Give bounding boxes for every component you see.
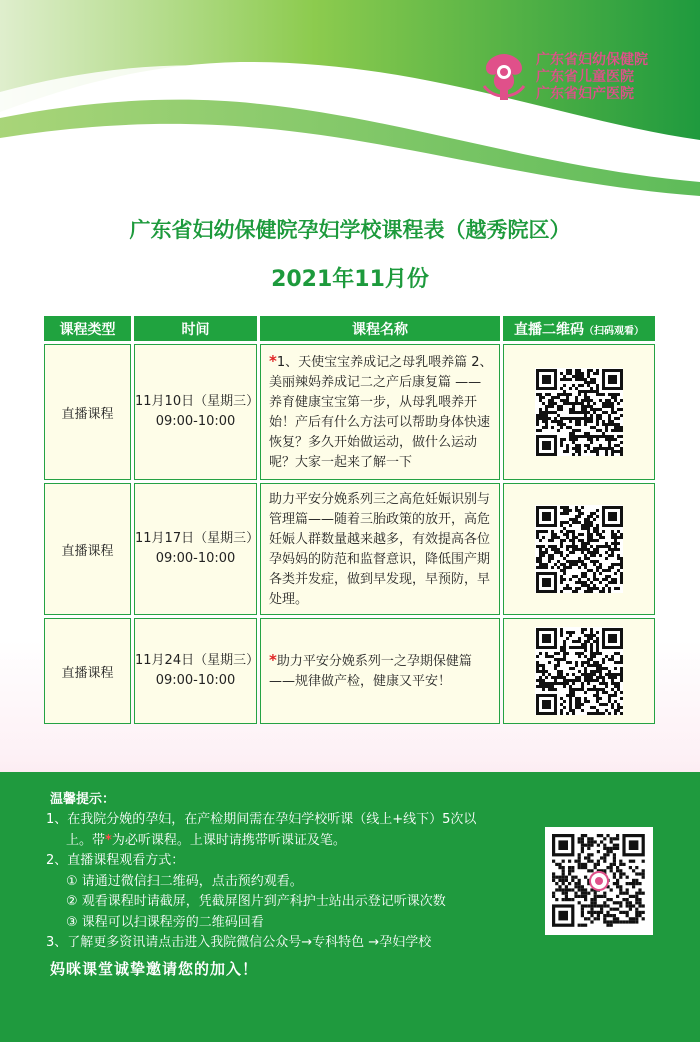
row-1-course-text: 1、天使宝宝养成记之母乳喂养篇 2、美丽辣妈养成记二之产后康复篇 ——养育健康宝宝第一步，从母乳喂养开始！产后有什么方法可以帮助身体快速恢复？多久开始做运动，做什么运动呢？大家一起来了解一下 [269, 355, 493, 470]
row-2-qr-cell [503, 483, 655, 615]
logo-name-1: 广东省妇幼保健院 [536, 52, 648, 68]
tip-2-1: ① 请通过微信扫二维码，点击预约观看。 [66, 873, 303, 889]
tips-list [46, 810, 536, 954]
qr-code-icon[interactable] [535, 368, 623, 456]
row-2-hours: 09:00-10:00 [155, 551, 236, 566]
row-2-course-name [260, 483, 500, 615]
page-title: 广东省妇幼保健院孕妇学校课程表（越秀院区） [129, 218, 571, 242]
row-3-course-name [260, 618, 500, 724]
course-schedule-table [41, 313, 658, 727]
row-3-course-text: 助力平安分娩系列一之孕期保健篇——规律做产检，健康又平安！ [269, 654, 472, 689]
tip-2: 2、直播课程观看方式： [46, 853, 185, 868]
logo-name-3: 广东省妇产医院 [536, 86, 634, 102]
row-1-course-name [260, 344, 500, 480]
tip-2-3: ③ 课程可以扫课程旁的二维码回看 [66, 914, 264, 930]
tip-3: 3、了解更多资讯请点击进入我院微信公众号→专科特色 →孕妇学校 [46, 935, 432, 950]
row-2-course-text: 助力平安分娩系列三之高危妊娠识别与管理篇——随着三胎政策的放开，高危妊娠人群数量越来越多，有效提高各位孕妈妈的防范和监督意识，降低围产期各类并发症，做到早发现，早预防，早处理。 [269, 492, 491, 607]
tip-1-text-b: 为必听课程。上课时请携带听课证及笔。 [111, 832, 346, 848]
header-course-name: 课程名称 [260, 316, 500, 341]
qr-code-icon[interactable] [535, 627, 623, 715]
row-1-qr-cell [503, 344, 655, 480]
slogan: 妈咪课堂诚挚邀请您的加入！ [50, 960, 259, 978]
page-subtitle: 2021年11月份 [271, 267, 429, 292]
table-row [44, 618, 655, 724]
required-star-icon: * [269, 651, 277, 669]
tip-1-line-1: 1、在我院分娩的孕妇，在产检期间需在孕妇学校听课（线上+线下）5次以 [46, 812, 477, 827]
hospital-logo-icon [478, 50, 530, 106]
table-header-row [44, 316, 655, 341]
row-1-date: 11月10日（星期三） [135, 394, 260, 409]
wechat-qr-code-icon [545, 827, 653, 935]
tip-2-2: ② 观看课程时请截屏，凭截屏图片到产科护士站出示登记听课次数 [66, 894, 446, 909]
tip-1-text-a: 上。带 [66, 832, 106, 848]
header-qr [503, 316, 655, 341]
required-star-icon: * [105, 832, 112, 848]
row-3-type: 直播课程 [44, 618, 131, 724]
footer-tips-panel [0, 772, 700, 1042]
hospital-logo [478, 50, 693, 110]
row-2-type: 直播课程 [44, 483, 131, 615]
wechat-qr-code[interactable] [545, 827, 653, 935]
row-1-time [134, 344, 260, 480]
table-row [44, 344, 655, 480]
logo-name-2: 广东省儿童医院 [536, 69, 634, 85]
row-3-qr-cell [503, 618, 655, 724]
tips-title: 温馨提示： [50, 792, 116, 807]
required-star-icon: * [269, 352, 277, 370]
table-row [44, 483, 655, 615]
row-3-date: 11月24日（星期三） [135, 653, 260, 668]
header-qr-label: 直播二维码 [514, 321, 584, 338]
header-time: 时间 [134, 316, 257, 341]
row-3-time [134, 618, 260, 724]
qr-code-icon[interactable] [535, 505, 623, 593]
row-2-time [134, 483, 260, 615]
tip-1-line-2 [46, 831, 536, 852]
row-2-date: 11月17日（星期三） [135, 531, 260, 546]
row-3-hours: 09:00-10:00 [155, 673, 236, 688]
row-1-type: 直播课程 [44, 344, 131, 480]
header-course-type: 课程类型 [44, 316, 131, 341]
header-qr-note: （扫码观看） [584, 325, 644, 337]
row-1-hours: 09:00-10:00 [155, 414, 236, 429]
